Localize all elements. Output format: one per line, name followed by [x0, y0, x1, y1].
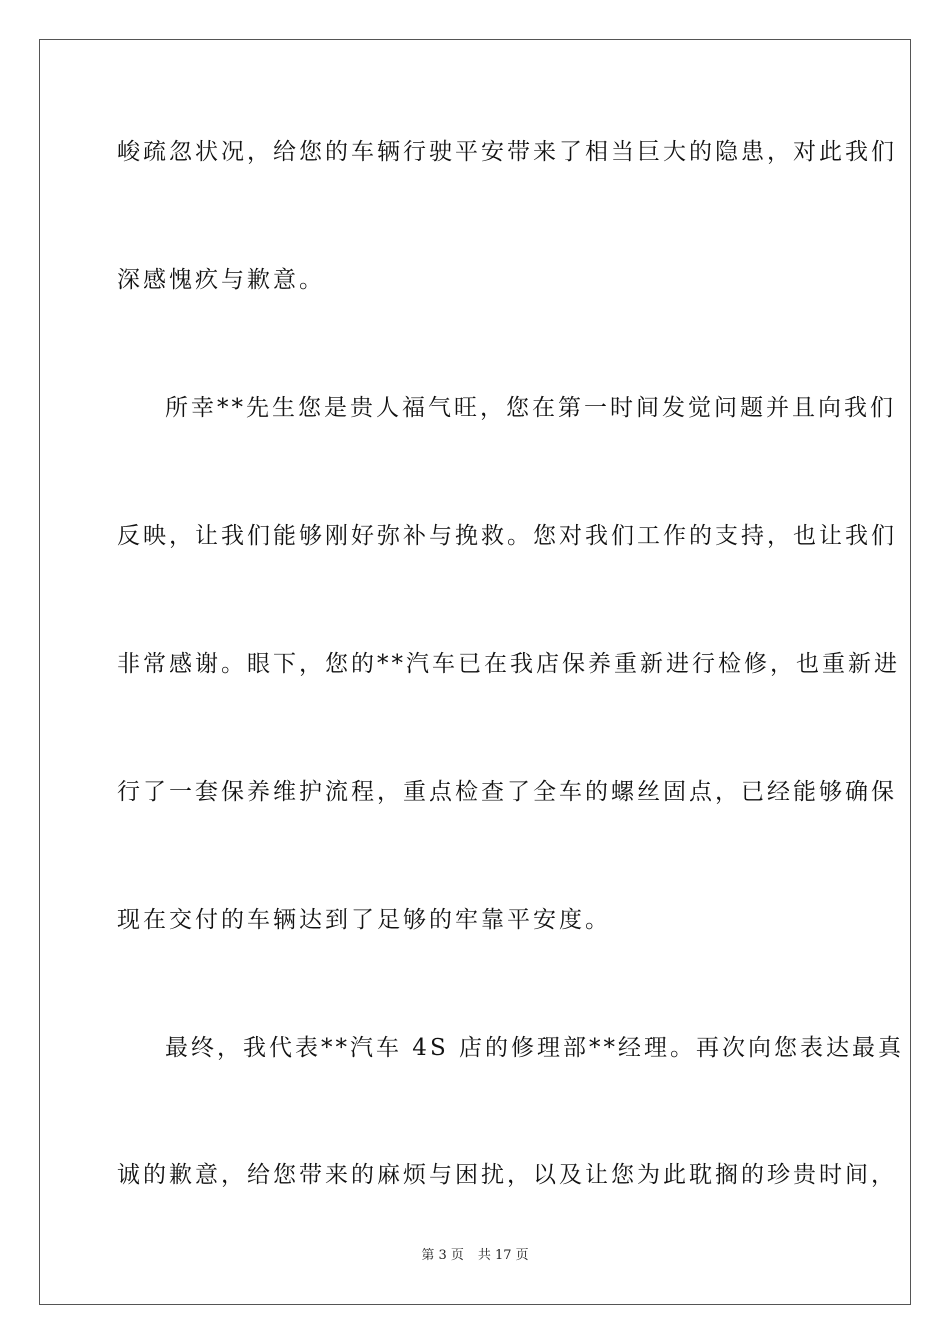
- page-total: 共 17 页: [477, 1248, 529, 1263]
- text-line: 诚的歉意，给您带来的麻烦与困扰，以及让您为此耽搁的珍贵时间，: [117, 1162, 897, 1188]
- text-line: 现在交付的车辆达到了足够的牢靠平安度。: [117, 907, 611, 933]
- page-number: 第 3 页: [421, 1248, 464, 1263]
- text-line: 行了一套保养维护流程，重点检查了全车的螺丝固点，已经能够确保: [117, 779, 897, 805]
- paragraph-start-line: 所幸**先生您是贵人福气旺，您在第一时间发觉问题并且向我们: [165, 395, 896, 421]
- text-line: 峻疏忽状况，给您的车辆行驶平安带来了相当巨大的隐患，对此我们: [117, 139, 897, 165]
- page-footer: [0, 1247, 950, 1265]
- paragraph-start-line: 最终，我代表**汽车 4S 店的修理部**经理。再次向您表达最真: [165, 1035, 905, 1061]
- text-line: 非常感谢。眼下，您的**汽车已在我店保养重新进行检修，也重新进: [117, 651, 900, 677]
- text-line: 深感愧疚与歉意。: [117, 267, 325, 293]
- text-line: 反映，让我们能够刚好弥补与挽救。您对我们工作的支持，也让我们: [117, 523, 897, 549]
